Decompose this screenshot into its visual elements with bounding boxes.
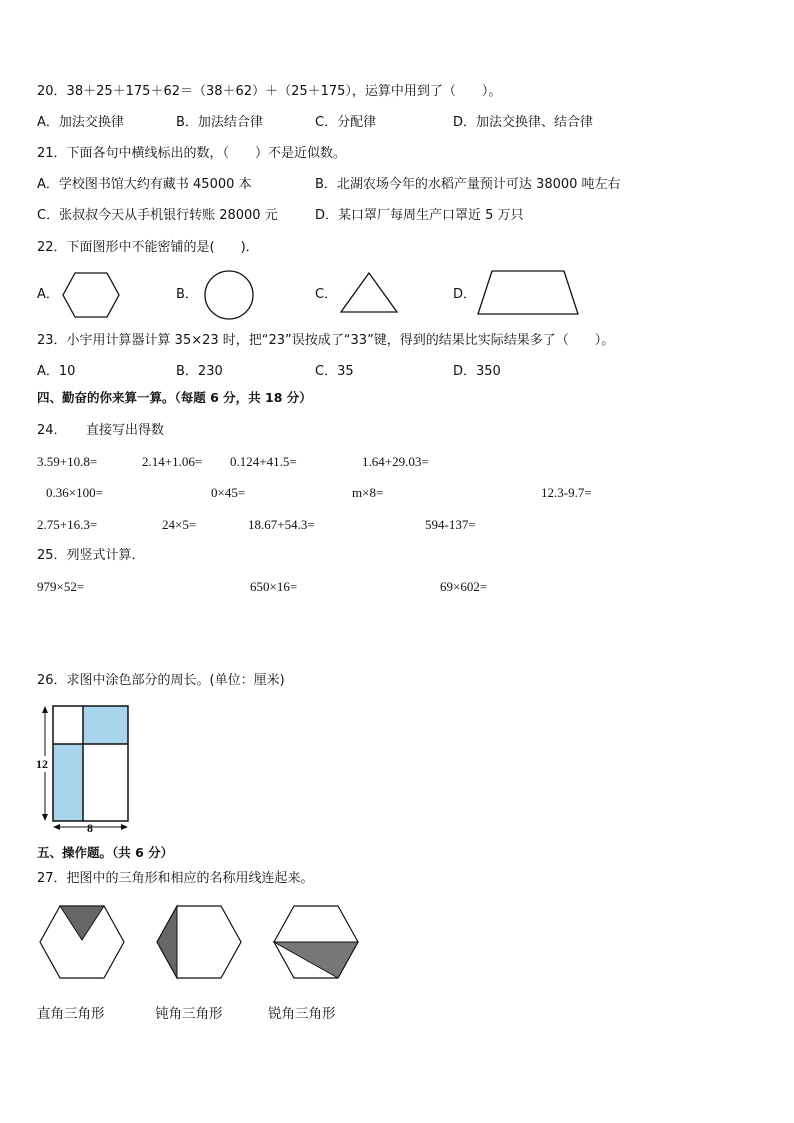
q25-stem: 25．列竖式计算． [37, 548, 145, 563]
q27-name-obtuse: 钝角三角形 [155, 1006, 223, 1022]
shaded-obtuse-triangle [157, 906, 177, 978]
q26-shaded-bottom-left [53, 744, 83, 821]
q25-item-3: 69×602= [440, 579, 488, 594]
q22-label-c: C． [315, 287, 338, 302]
q21-option-a: A．学校图书馆大约有藏书 45000 本 [37, 177, 252, 192]
q23-option-a: A．10 [37, 364, 76, 379]
q26-height-label: 12 [36, 757, 48, 771]
circle-icon [203, 269, 255, 321]
q24-r2-c4: 12.3-9.7= [541, 485, 592, 500]
q20-option-a: A．加法交换律 [37, 115, 124, 130]
q24-r2-c3: m×8= [352, 485, 384, 500]
q22-label-b: B． [176, 287, 198, 302]
q22-stem: 22．下面图形中不能密铺的是( )． [37, 240, 259, 255]
hexagon-right-triangle-figure [38, 904, 128, 982]
q24-r1-c4: 1.64+29.03= [362, 454, 429, 469]
q21-stem: 21．下面各句中横线标出的数，（ ）不是近似数。 [37, 146, 347, 161]
q24-r3-c2: 24×5= [162, 517, 197, 532]
q25-item-2: 650×16= [250, 579, 298, 594]
q20-stem: 20．38＋25＋175＋62＝（38＋62）＋（25＋175），运算中用到了（ ）。 [37, 84, 502, 99]
q23-option-d: D．350 [453, 364, 501, 379]
q24-r1-c2: 2.14+1.06= [142, 454, 203, 469]
q23-option-c: C．35 [315, 364, 354, 379]
q26-stem: 26．求图中涂色部分的周长。(单位：厘米) [37, 673, 285, 688]
q23-stem: 23．小宇用计算器计算 35×23 时，把“23”误按成了“33”键，得到的结果比实际结果多了（ ）。 [37, 333, 615, 348]
q26-shaded-top-right [83, 706, 128, 744]
q26-width-label: 8 [87, 821, 93, 835]
q24-r2-c2: 0×45= [211, 485, 246, 500]
q27-name-acute: 锐角三角形 [268, 1006, 336, 1022]
hexagon-icon [61, 272, 121, 318]
q24-r3-c1: 2.75+16.3= [37, 517, 98, 532]
q27-name-right: 直角三角形 [37, 1006, 105, 1022]
q24-r1-c1: 3.59+10.8= [37, 454, 98, 469]
q24-r2-c1: 0.36×100= [46, 485, 103, 500]
hexagon-obtuse-triangle-figure [155, 904, 245, 982]
section-5-title: 五、操作题。（共 6 分） [37, 845, 174, 860]
q24-r1-c3: 0.124+41.5= [230, 454, 297, 469]
q27-stem: 27．把图中的三角形和相应的名称用线连起来。 [37, 871, 314, 886]
q20-option-b: B．加法结合律 [176, 115, 263, 130]
q24-stem: 24． 直接写出得数 [37, 423, 165, 438]
triangle-icon [339, 272, 399, 314]
q20-option-d: D．加法交换律、结合律 [453, 115, 594, 130]
section-4-title: 四、勤奋的你来算一算。（每题 6 分，共 18 分） [37, 390, 312, 405]
q25-item-1: 979×52= [37, 579, 85, 594]
q21-option-d: D．某口罩厂每周生产口罩近 5 万只 [315, 208, 524, 223]
q22-label-d: D． [453, 287, 477, 302]
q20-option-c: C．分配律 [315, 115, 377, 130]
trapezoid-icon [476, 270, 580, 316]
q24-r3-c3: 18.67+54.3= [248, 517, 315, 532]
q22-label-a: A． [37, 287, 59, 302]
q21-option-b: B．北湖农场今年的水稻产量预计可达 38000 吨左右 [315, 177, 621, 192]
q23-option-b: B．230 [176, 364, 223, 379]
q21-option-c: C．张叔叔今天从手机银行转账 28000 元 [37, 208, 278, 223]
hexagon-acute-triangle-figure [272, 904, 362, 982]
q24-r3-c4: 594-137= [425, 517, 476, 532]
